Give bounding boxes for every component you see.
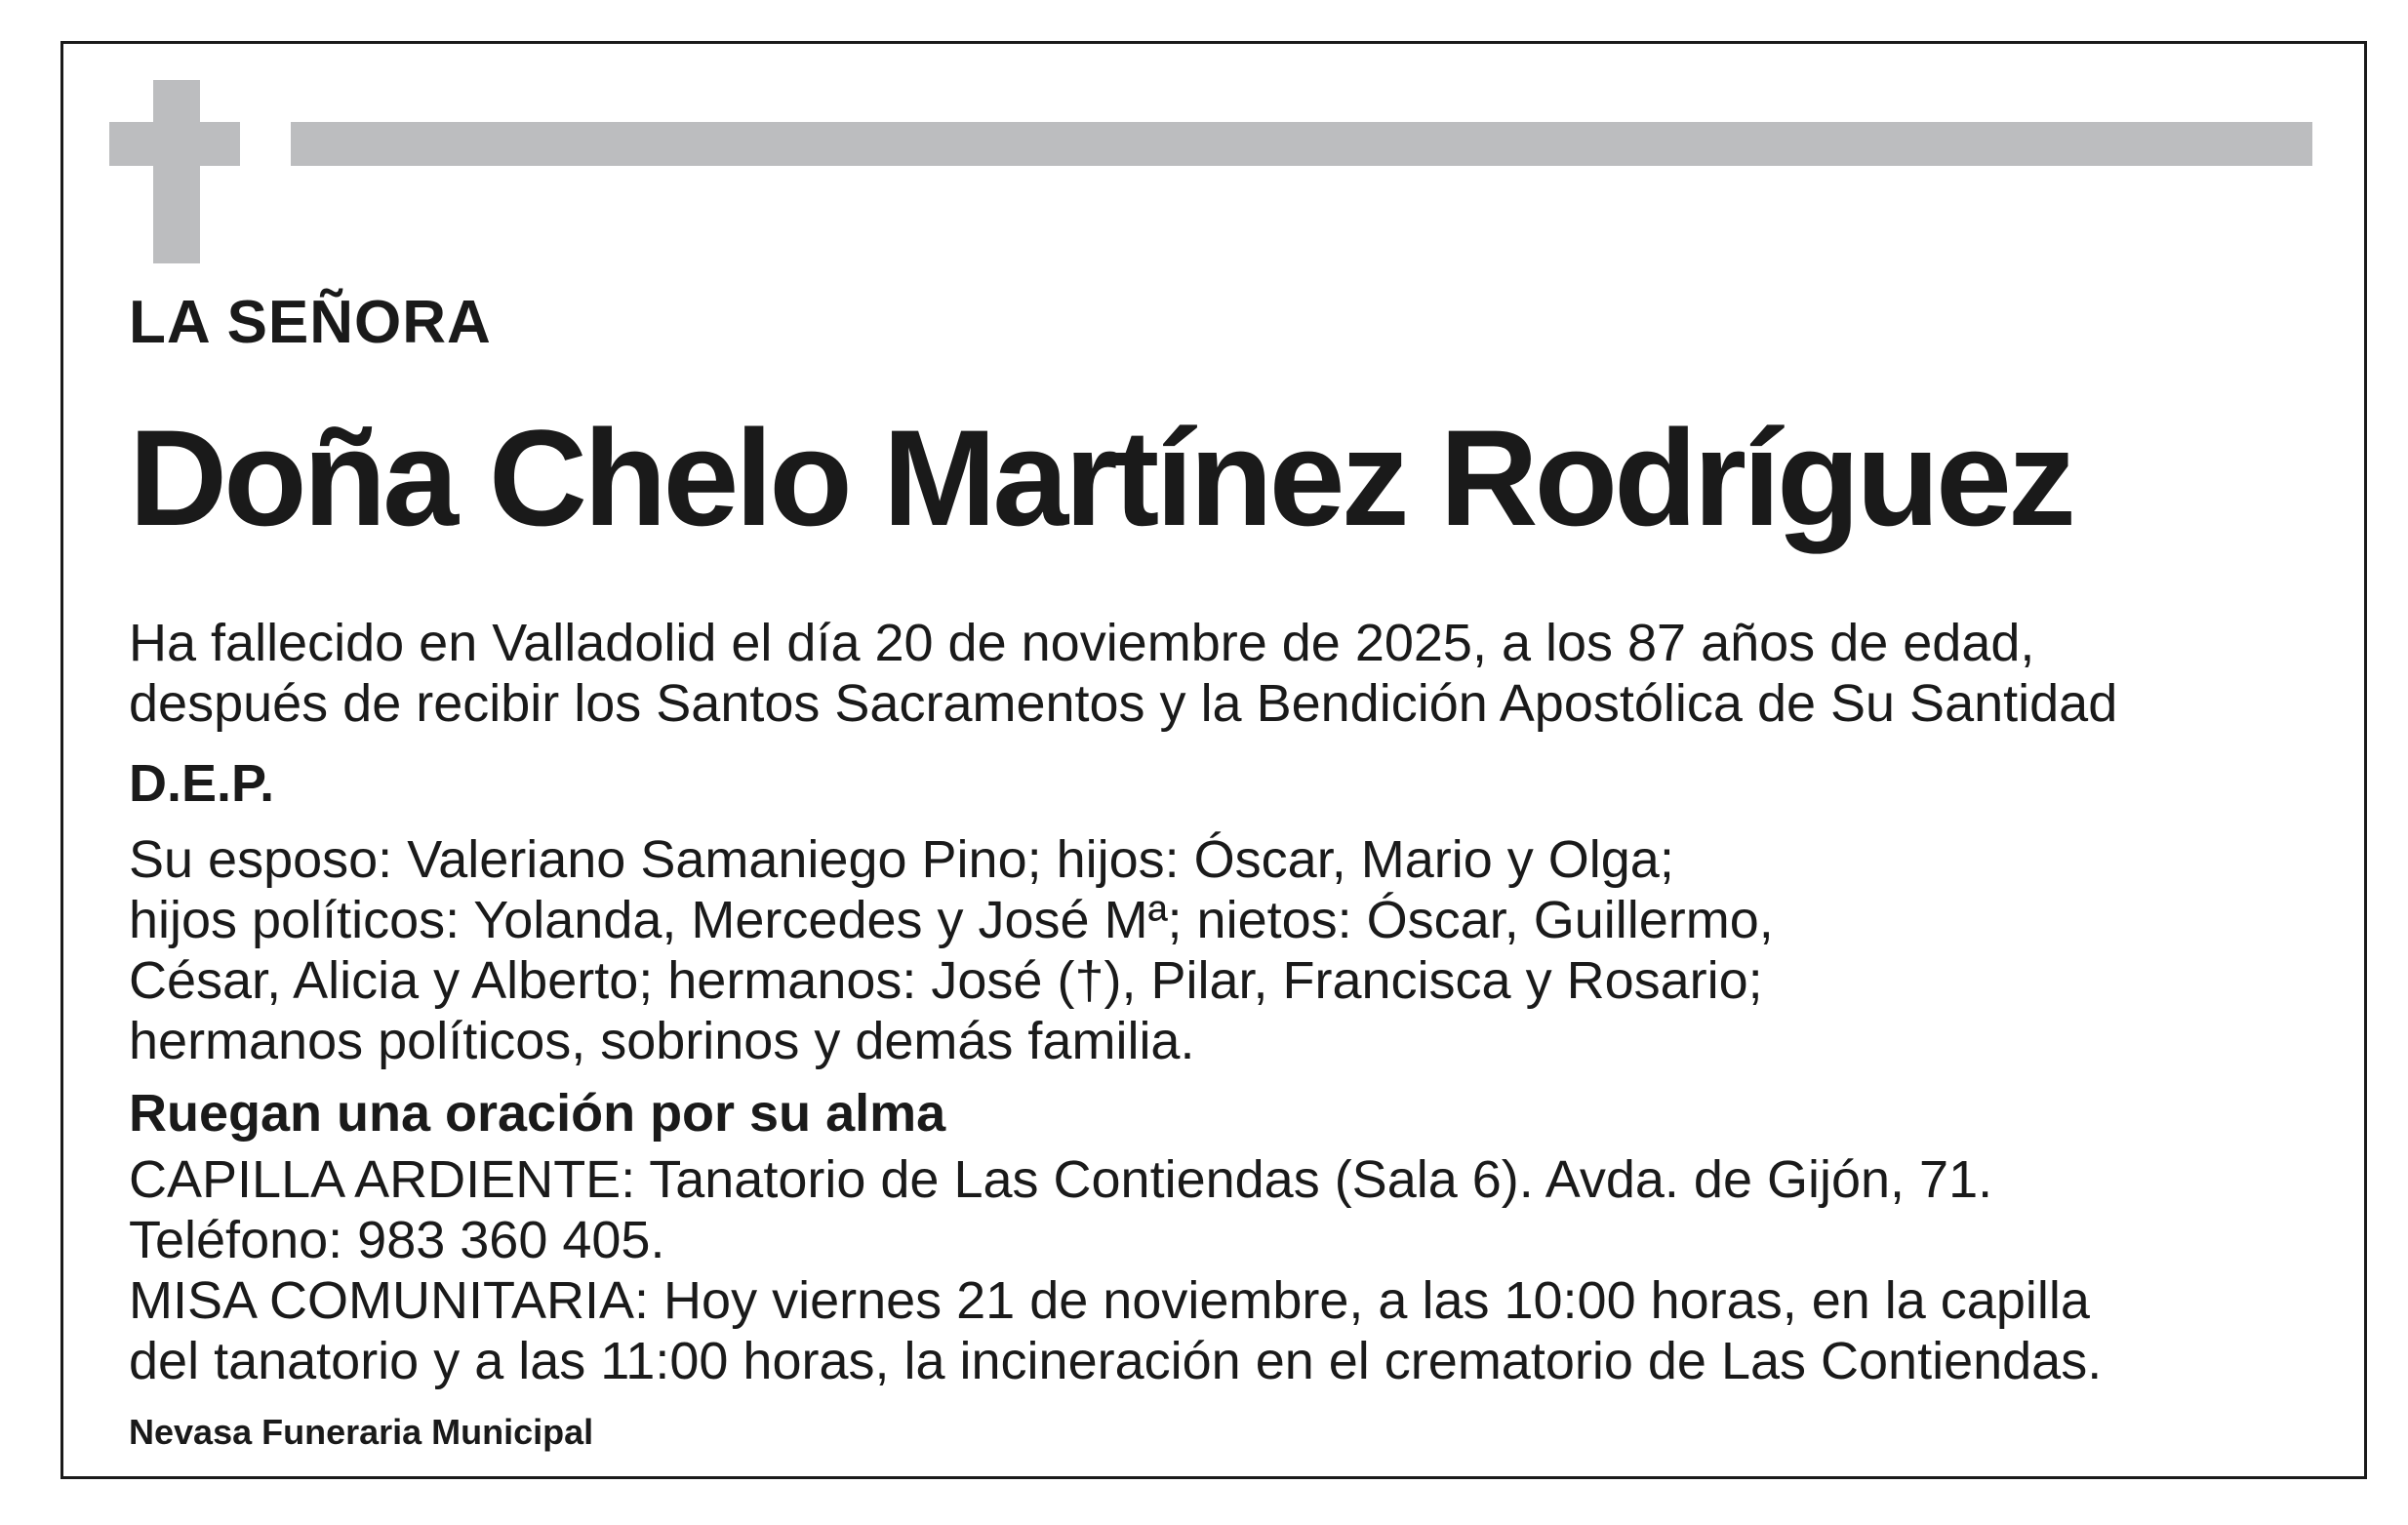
deceased-name: Doña Chelo Martínez Rodríguez xyxy=(129,401,2072,554)
dep-label: D.E.P. xyxy=(129,754,275,813)
details-line: del tanatorio y a las 11:00 horas, la incineración en el crematorio de Las Contiendas. xyxy=(129,1332,2103,1390)
details-line: MISA COMUNITARIA: Hoy viernes 21 de noviembre, a las 10:00 horas, en la capilla xyxy=(129,1271,2090,1330)
family-line: hermanos políticos, sobrinos y demás familia. xyxy=(129,1012,1195,1070)
details-line: CAPILLA ARDIENTE: Tanatorio de Las Contiendas (Sala 6). Avda. de Gijón, 71. xyxy=(129,1150,1993,1209)
announcement-paragraph xyxy=(129,613,2117,734)
announcement-line: Ha fallecido en Valladolid el día 20 de noviembre de 2025, a los 87 años de edad, xyxy=(129,614,2035,672)
family-line: hijos políticos: Yolanda, Mercedes y José Mª; nietos: Óscar, Guillermo, xyxy=(129,891,1774,949)
funeral-home-credit: Nevasa Funeraria Municipal xyxy=(129,1412,594,1452)
family-paragraph xyxy=(129,829,1774,1071)
announcement-line: después de recibir los Santos Sacramentos y la Bendición Apostólica de Su Santidad xyxy=(129,674,2118,733)
cross-icon-bar xyxy=(109,122,240,166)
prayer-line: Ruegan una oración por su alma xyxy=(129,1084,946,1143)
details-line: Teléfono: 983 360 405. xyxy=(129,1211,665,1269)
family-line: César, Alicia y Alberto; hermanos: José (†), Pilar, Francisca y Rosario; xyxy=(129,951,1763,1010)
header-rule xyxy=(291,122,2312,166)
honorific: LA SEÑORA xyxy=(129,289,492,356)
cross-icon xyxy=(153,80,200,263)
family-line: Su esposo: Valeriano Samaniego Pino; hijos: Óscar, Mario y Olga; xyxy=(129,830,1674,889)
details-paragraph xyxy=(129,1149,2102,1391)
